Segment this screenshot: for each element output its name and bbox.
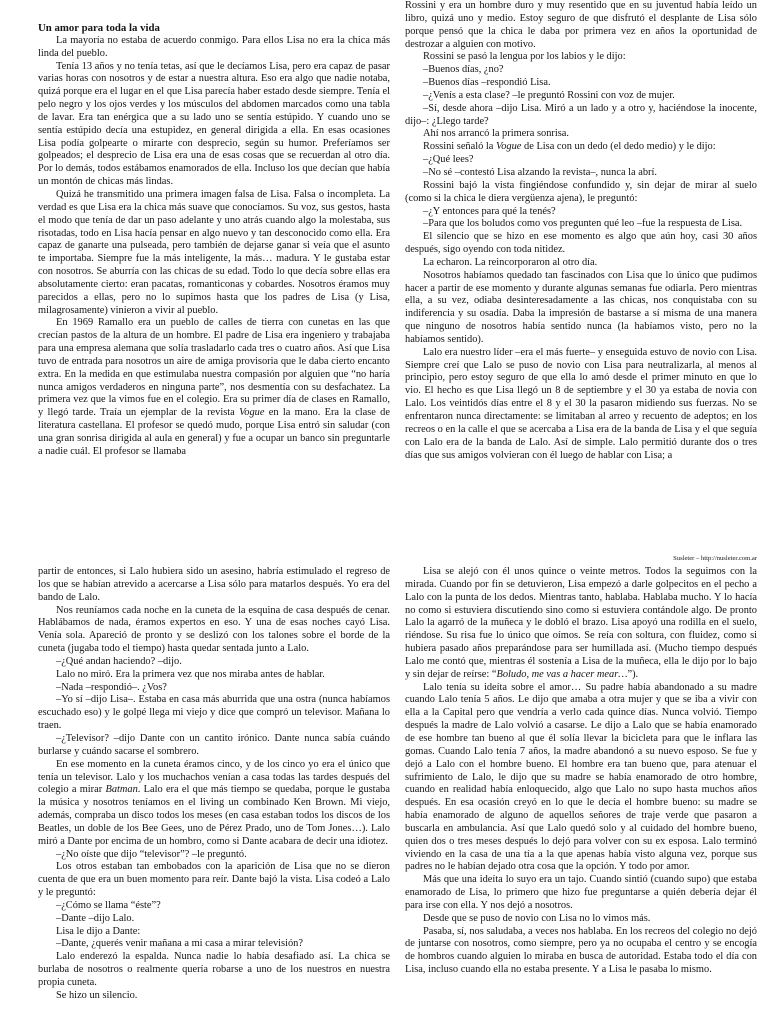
paragraph: Se hizo un silencio. bbox=[56, 989, 138, 1001]
paragraph: –No sé –contestó Lisa alzando la revista–, nunca la abrí. bbox=[423, 166, 657, 178]
paragraph: Pasaba, sí, nos saludaba, a veces nos hablaba. En los recreos del colegio no dejó de juntarse con nosotros, como siempre, pero ya no ocupaba el centro y se encogía de hombros cuando alguien lo miraba en busca de autoridad. Estaba todo el día con Lisa, incluso cuando ella no estaba presente. Y a Lisa le pasaba lo mismo. bbox=[405, 925, 757, 976]
paragraph: Rossini y era un hombre duro y muy resentido que en su juventud había leído un libro, quizá uno y medio. Estoy seguro de que disfrutó el desplante de Lisa sólo porque pensó que la chica le daba por primera vez en años la oportunidad de destrozar a alguien con motivo. bbox=[405, 0, 757, 50]
paragraph: Rossini se pasó la lengua por los labios y le dijo: bbox=[423, 51, 626, 63]
column-body bbox=[405, 566, 757, 977]
paragraph: El silencio que se hizo en ese momento es algo que aún hoy, casi 30 años después, sigo oyendo con toda nitidez. bbox=[405, 231, 757, 256]
paragraph: Rossini bajó la vista fingiéndose confundido y, sin dejar de mirar al suelo (como si la chica le diera vergüenza ajena), le preguntó: bbox=[405, 179, 757, 204]
paragraph: Lalo era nuestro líder –era el más fuerte– y enseguida estuvo de novio con Lisa. Siempre creí que Lalo se puso de novio con Lisa para neutralizarla, al menos al principio, pero estoy seguro de que ella lo amó desde el primer minuto en que lo vio. El hecho es que Lisa llegó un 8 de septiembre y el 30 ya estaba de novia con Lalo. Los veintidós días entre el 8 y el 30 la pasaron midiendo sus fuerzas. No se enfrentaron nunca directamente: se limitaban al arreo y recuento de adeptos; en los recreos o en la calle el que se acercaba a Lisa era de la banda de Lisa y el que seguía con Lalo era de la banda de Lalo. Así de simple. Lalo permitió durante dos o tres días que sus amigos volvieran con él luego de hablar con Lisa; a bbox=[405, 346, 757, 461]
story-title: Un amor para toda la vida bbox=[38, 22, 160, 34]
paragraph: En 1969 Ramallo era un pueblo de calles de tierra con cunetas en las que crecían pastos de la altura de un hombre. El padre de Lisa era ingeniero y trabajaba para una empresa alemana que solía trasladarlo cada tres o cuatro años. Así que Lisa tuvo de entrada para nosotros un aire de amiga provisoria que le daba cierto encanto extra. En la medida en que estimulaba nuestra compasión por alguien que “no haría nunca amigos verdaderos en ninguna parte”, nos desmentía con su desfachatez. La primera vez que la vimos fue en el colegio. Era su primer día de clases en Ramallo, y llegó tarde. Traía un ejemplar de la revista Vogue en la mano. Era la clase de literatura castellana. El profesor se quedó mudo, porque Lisa entró sin saludar (con una gran sonrisa dirigida al aula en general) y fue a ocupar un banco sin preguntarle a nadie cuál. El profesor se llamaba bbox=[38, 317, 390, 457]
column-body bbox=[405, 0, 757, 462]
paragraph: –Buenos días –respondió Lisa. bbox=[423, 77, 551, 89]
site-header: Susleter – http://nusleter.com.ar bbox=[673, 555, 757, 562]
paragraph: Tenía 13 años y no tenía tetas, así que le decíamos Lisa, pero era capaz de pasar varias horas con nosotros y de estar a nuestra altura. Eso era algo que nadie notaba, quizá porque era el lugar en el que Lisa parecía haber estado desde siempre. Tenía el pelo negro y los ojos verdes y los músculos del abdomen marcados como una tabla de lavar. Era tan enérgica que a su lado uno se sentía estúpido. Y cuando uno se sentía estúpido decía una estupidez, en general dirigida a ella. En esas ocasiones Lisa podía golpearte o mirarte con desprecio, según su humor. Preferíamos ser golpeados; el desprecio de Lisa era una de esas cosas que se recuerdan al otro día. Por lo demás, todos estábamos enamorados de ella. Incluso los que decían que había un montón de chicas más lindas. bbox=[38, 60, 390, 188]
paragraph: partir de entonces, si Lalo hubiera sido un asesino, habría estimulado el regreso de los que se habían atrevido a acercarse a Lisa sólo para matarlos después. Yo era del bando de Lalo. bbox=[38, 566, 390, 603]
column-top-left bbox=[38, 22, 390, 540]
paragraph: Nosotros habíamos quedado tan fascinados con Lisa que lo único que pudimos hacer a partir de ese momento y durante algunas semanas fue odiarla. Pero mientras ella, a su vez, odiaba desinteresadamente a las chicas, nos conquistaba con su indiferencia y su osadía. Daba la impresión de bastarse a sí misma de una manera que ninguno de nosotros había sentido nunca (la habíamos visto, pero no la habíamos sentido). bbox=[405, 269, 757, 345]
paragraph: –¿Qué andan haciendo? –dijo. bbox=[56, 655, 182, 667]
paragraph: Lisa se alejó con él unos quince o veinte metros. Todos la seguimos con la mirada. Cuando por fin se detuvieron, Lisa empezó a darle golpecitos en el pecho a Lalo con la punta de los dedos. Mientras tanto, hablaba. Hablaba mucho. Y lo hacía no como si estuviera discutiendo sino como si estuviera contándole algo. De pronto Lalo la agarró de la muñeca y le dobló el brazo. Lisa apoyó una rodilla en el suelo, riéndose. Su risa fue lo único que oímos. Se reía con soltura, con fluidez, como si hubiera pasado años preparándose para ser humillada así. (Mucho tiempo después Lalo me contó que, mientras él sostenía a Lisa de la muñeca, ella le dijo por lo bajo y sin dejar de reírse: “Boludo, me vas a hacer mear…”). bbox=[405, 566, 757, 680]
paragraph: Lalo enderezó la espalda. Nunca nadie lo había desafiado así. La chica se burlaba de nosotros o realmente quería robarse a uno de los nuestros en nuestra propia cuneta. bbox=[38, 951, 390, 988]
column-body bbox=[38, 35, 390, 459]
paragraph: Ahí nos arrancó la primera sonrisa. bbox=[423, 128, 569, 140]
paragraph: Quizá he transmitido una primera imagen falsa de Lisa. Falsa o incompleta. La verdad es que Lisa era la chica más suave que conocíamos. Su voz, sus gestos, hasta el modo que tenía de dar un paso adelante y uno atrás cuando algo la molestaba, sus risotadas, todo en Lisa hacía pensar en algo nuevo y tan desconocido como ella. Era capaz de ganarte una pulseada, pero también de dejarse ganar si veía que el asunto te importaba. Siempre fue la más inteligente, la más… madura. Y le gustaba estar con nosotros. Se aburría con las chicas de su edad. Todo lo que decía sobre ellas era absolutamente cierto: eran pacatas, romanticonas y cobardes. Nosotros éramos muy parecidos a ellas, pero no lo supimos hasta que los padres de Lisa (y Lisa, milagrosamente) vinieron a vivir al pueblo. bbox=[38, 188, 390, 316]
paragraph: –¿Qué lees? bbox=[423, 154, 474, 166]
paragraph: La mayoría no estaba de acuerdo conmigo. Para ellos Lisa no era la chica más linda del pueblo. bbox=[38, 34, 390, 59]
paragraph: Lalo no miró. Era la primera vez que nos miraba antes de hablar. bbox=[56, 668, 325, 680]
paragraph: Lisa le dijo a Dante: bbox=[56, 925, 141, 937]
paragraph: –¿Televisor? –dijo Dante con un cantito irónico. Dante nunca sabía cuándo burlarse y cuándo sacarse el sombrero. bbox=[38, 732, 390, 757]
paragraph: La echaron. La reincorporaron al otro día. bbox=[423, 256, 598, 268]
paragraph: –Buenos días, ¿no? bbox=[423, 64, 504, 76]
paragraph: –Nada –respondió–. ¿Vos? bbox=[56, 681, 167, 693]
paragraph: Nos reuníamos cada noche en la cuneta de la esquina de casa después de cenar. Hablábamos de nada, éramos expertos en eso. Y una de esas noches cayó Lisa. Venía sola. Apareció de pronto y se deslizó con los talones sobre el borde de la cuneta (jugaba todo el tiempo) hasta quedar sentada junto a Lalo. bbox=[38, 604, 390, 655]
paragraph: Rossini señaló la Vogue de Lisa con un dedo (el dedo medio) y le dijo: bbox=[423, 141, 716, 153]
column-bottom-left bbox=[38, 566, 390, 1024]
column-top-right bbox=[405, 0, 757, 518]
paragraph: –Dante, ¿querés venir mañana a mi casa a mirar televisión? bbox=[56, 938, 303, 950]
paragraph: –Yo sí –dijo Lisa–. Estaba en casa más aburrida que una ostra (nunca habíamos escuchado eso) y le golpé llega mi viejo y dice que compró un televisor. Mañana lo traen. bbox=[38, 694, 390, 732]
paragraph: –¿No oíste que dijo “televisor”? –le preguntó. bbox=[56, 848, 247, 860]
column-body bbox=[38, 566, 390, 1003]
paragraph: Más que una ideíta lo suyo era un tajo. Cuando sintió (cuando supo) que estaba enamorado de Lisa, lo primero que hizo fue preguntarse a quién debería dejar él para irse con ella. Y nos dejó a nosotros. bbox=[405, 874, 757, 911]
paragraph: Desde que se puso de novio con Lisa no lo vimos más. bbox=[423, 912, 651, 924]
paragraph: –¿Cómo se llama “éste”? bbox=[56, 899, 161, 911]
paragraph: –Sí, desde ahora –dijo Lisa. Miró a un lado y a otro y, haciéndose la inocente, dijo–: ¿Llego tarde? bbox=[405, 102, 757, 127]
paragraph: Los otros estaban tan embobados con la aparición de Lisa que no se dieron cuenta de que era un buen momento para reír. Dante bajó la vista. Lisa codeó a Lalo y le preguntó: bbox=[38, 861, 390, 899]
paragraph: Lalo tenía su ideíta sobre el amor… Su padre había abandonado a su madre cuando Lalo tenía 5 años. Le dijo que amaba a otra mujer y que se iba a vivir con ella a la Capital pero que vendría a verlo cada quince días. Nunca volvió. Tiempo después la madre de Lalo volvió a casarse. Le dijo a Lalo que se había enamorado de ese hombre tan bueno al que él solía llevar la bicicleta para que le inflara las gomas. Cuando Lalo tenía 7 años, la madre abandonó a su nuevo esposo. Se fue y dejó a Lalo con el hombre bueno. El hombre era tan bueno que, para atenuar el sufrimiento de Lalo, le dijo que su madre se había enamorado de otro hombre, cuando en realidad había enloquecido, algo que Lalo no supo hasta muchos años después. En esa ocasión creyó en lo que le decía el hombre bueno: su madre se había enamorado de alguno de aquellos señores de traje verde que pasaron a buscarla en ambulancia. Así que Lalo quedó solo y al cuidado del hombre bueno, quien dos o tres meses después lo dejó para volver con su ex esposa. Lalo terminó viviendo en la casa de una tía a la que apenas había visto alguna vez, porque sus padres no le habían dejado otra cosa que la opción. Y todo por amor. bbox=[405, 681, 757, 873]
paragraph: –¿Venís a esta clase? –le preguntó Rossini con voz de mujer. bbox=[423, 89, 675, 101]
column-bottom-right bbox=[405, 566, 757, 1024]
paragraph: –Dante –dijo Lalo. bbox=[56, 912, 135, 924]
paragraph: –¿Y entonces para qué la tenés? bbox=[423, 205, 556, 217]
paragraph: –Para que los boludos como vos pregunten qué leo –fue la respuesta de Lisa. bbox=[423, 218, 743, 230]
paragraph: En ese momento en la cuneta éramos cinco, y de los cinco yo era el único que tenía un televisor. Lalo y los muchachos venían a casa todas las tardes después del colegio a mirar Batman. Lalo era el que más tiempo se quedaba, porque le gustaba la música y nosotros teníamos en el living un combinado Ken Brown. Mi viejo, además, compraba un disco todos los meses (en casa estaban todos los discos de los Beatles, un doble de los Bee Gees, uno de Pérez Prado, uno de Tom Jones…). Lalo miró a Dante por encima de un hombro, como si Dante acabara de decir una idiotez. bbox=[38, 758, 390, 847]
